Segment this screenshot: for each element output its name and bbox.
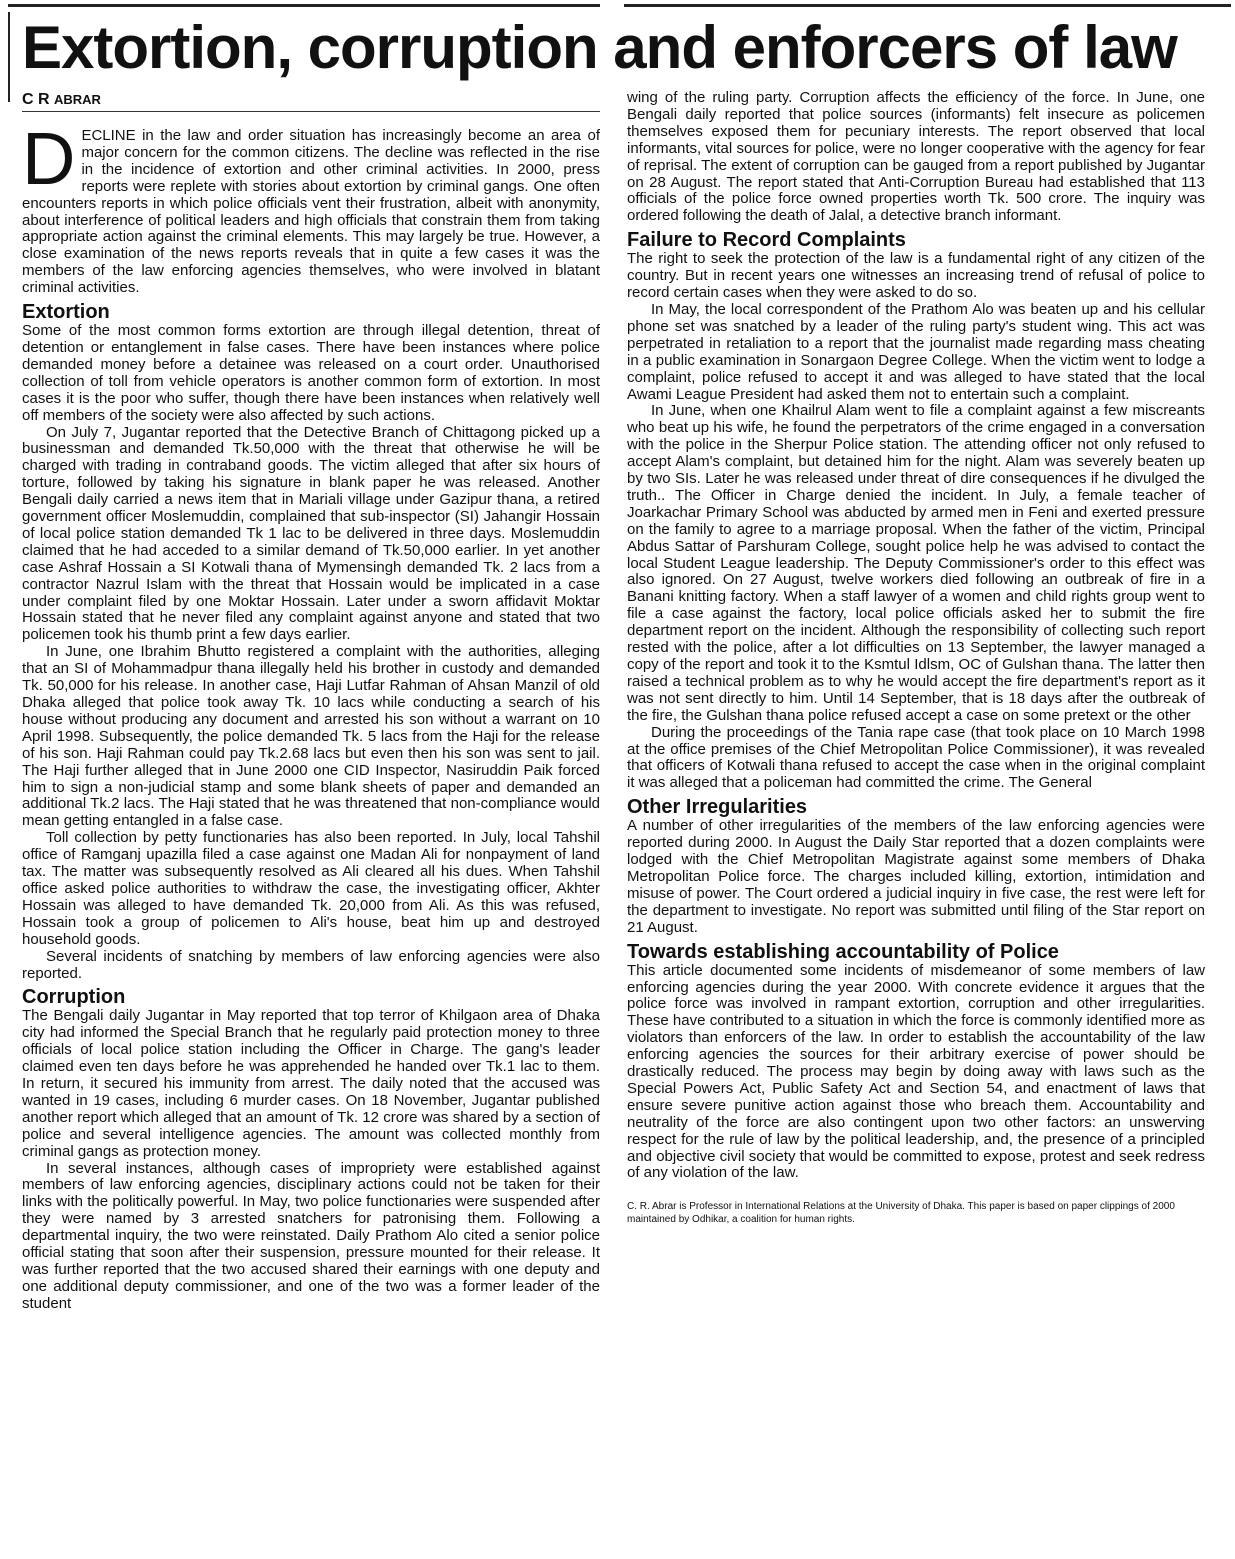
author-byline [22, 90, 600, 112]
corruption-paragraph-2: In several instances, although cases of impropriety were established against members of law enforcing agencies, disciplinary actions could not be taken for their links with the politically powerful. In May, two police functionaries were suspended after they were named by 3 arrested snatchers for patronising them. Following a departmental inquiry, the two were reinstated. Daily Prathom Alo cited a senior police official stating that soon after their suspension, pressure mounted for their release. It was further reported that the two accused shared their earnings with one deputy and one additional deputy commissioner, and one of the two was a former leader of the student [22, 1159, 600, 1312]
heading-corruption: Corruption [22, 986, 126, 1009]
top-rule-right [624, 4, 1231, 7]
extortion-paragraph-1: Some of the most common forms extortion are through illegal detention, threat of detention or entanglement in false cases. There have been instances where police demanded money before a detainee was released on a court order. Unauthorised collection of toll from vehicle operators is another common form of extortion. In most cases it is the poor who suffer, though there have been instances when relatively well off members of the society were also affected by such actions. [22, 322, 600, 424]
towards-paragraph-1: This article documented some incidents of misdemeanor of some members of law enforcing agencies during the year 2000. With concrete evidence it argues that the police force was involved in rampant extortion, corruption and other irregularities. These have contributed to a situation in which the force is commonly identified more as violators than enforcers of the law. In order to establish the accountability of the law enforcing agencies the sources for their arbitrary exercise of power should be drastically reduced. The process may begin by doing away with laws such as the Special Powers Act, Public Safety Act and Section 54, and enactment of laws that ensure severe punitive action against those who breach them. Accountability and neutrality of the force are also contingent upon two other factors: an unswerving respect for the rule of law by the political leadership, and, the presence of a principled and objective civil society that would be committed to expose, protest and seek redress of any violation of the law. [627, 961, 1205, 1182]
failure-paragraph-1: The right to seek the protection of the law is a fundamental right of any citizen of the country. But in recent years one witnesses an increasing trend of refusal of police to record certain cases when they were asked to do so. [627, 250, 1205, 302]
intro-paragraph [22, 128, 600, 297]
heading-other-irregularities: Other Irregularities [627, 796, 808, 819]
failure-paragraph-2: In May, the local correspondent of the Prathom Alo was beaten up and his cellular phone set was snatched by a leader of the ruling party's student wing. This act was perpetrated in retaliation to a report that the journalist made regarding mass cheating in a public examination in Sonargaon Degree College. When the victim went to lodge a complaint, police refused to accept it and was alleged to have stated that the local Awami League President had asked them not to entertain such a complaint. [627, 300, 1205, 403]
title-vertical-rule [8, 12, 10, 102]
article-title: Extortion, corruption and enforcers of law [22, 14, 1177, 81]
other-paragraph-1: A number of other irregularities of the members of the law enforcing agencies were reported during 2000. In August the Daily Star reported that a dozen complaints were lodged with the Chief Metropolitan Magistrate against some members of Dhaka Metropolitan Police force. The charges included killing, extortion, intimidation and misuse of power. The Court ordered a judicial inquiry in five case, the rest were left for the department to investigate. No report was submitted until filing of the Star report on 21 August. [627, 817, 1205, 936]
top-rule-left [8, 4, 600, 7]
heading-towards-accountability: Towards establishing accountability of Police [627, 940, 1059, 963]
author-name: ABRAR [54, 92, 101, 107]
author-footnote: C. R. Abrar is Professor in International Relations at the University of Dhaka. This paper is based on paper clippings of 2000 maintained by Odhikar, a coalition for human rights. [627, 1201, 1175, 1226]
corruption-paragraph-3: wing of the ruling party. Corruption affects the efficiency of the force. In June, one Bengali daily reported that police sources (informants) felt insecure as policemen themselves exposed them for pecuniary interests. The report observed that local informants, vital sources for police, were no longer cooperative with the agency for fear of reprisal. The extent of corruption can be gauged from a report published by Jugantar on 28 August. The report stated that Anti-Corruption Bureau had established that 113 officials of the police force owned properties worth Tk. 500 crore. The inquiry was ordered following the death of Jalal, a detective branch informant. [627, 90, 1205, 225]
right-column [627, 90, 1205, 1540]
heading-failure-to-record: Failure to Record Complaints [627, 229, 906, 252]
extortion-paragraph-3: In June, one Ibrahim Bhutto registered a complaint with the authorities, alleging that an SI of Mohammadpur thana illegally held his brother in custody and demanded Tk. 50,000 for his release. In another case, Haji Lutfar Rahman of Ahsan Manzil of old Dhaka alleged that police took away Tk. 10 lacs while conducting a search of his house without producing any document and arrested his son without a warrant on 10 April 1998. Subsequently, the police demanded Tk. 5 lacs from the Haji for the release of his son. Haji Rahman could pay Tk.2.68 lacs but even then his son was sent to jail. The Haji further alleged that in June 2000 one CID Inspector, Nasiruddin Paik forced him to sign a non-judicial stamp and some blank sheets of paper and demanded an additional Tk.2 lacs. The Haji stated that he was threatened that non-compliance would mean getting entangled in a false case. [22, 643, 600, 830]
corruption-paragraph-1: The Bengali daily Jugantar in May reported that top terror of Khilgaon area of Dhaka city had informed the Special Branch that he regularly paid protection money to three officials of local police station including the Officer in Charge. The gang's leader claimed even ten days before he was apprehended he handed over Tk.1 lac to them. In return, it secured his immunity from arrest. The daily noted that the accused was wanted in 19 cases, including 6 murder cases. On 18 November, Jugantar published another report which alleged that an amount of Tk. 12 crore was shared by a section of police and several intelligence agencies. The amount was collected monthly from criminal gangs as protection money. [22, 1007, 600, 1160]
author-initials: C R [22, 91, 54, 108]
extortion-paragraph-4: Toll collection by petty functionaries has also been reported. In July, local Tahshil office of Ramganj upazilla filed a case against one Madan Ali for nonpayment of land tax. The matter was subsequently resolved as Ali cleared all his dues. When Tahshil office asked police authorities to withdraw the case, the investigating officer, Akhter Hossain was alleged to have demanded Tk. 20,000 from Ali. As this was refused, Hossain took a group of policemen to Ali's house, beat him up and destroyed household goods. [22, 829, 600, 948]
extortion-paragraph-2: On July 7, Jugantar reported that the Detective Branch of Chittagong picked up a businessman and demanded Tk.50,000 with the threat that otherwise he will be charged with trading in contraband goods. The victim alleged that after six hours of torture, followed by taking his signature in blank paper he was released. Another Bengali daily carried a news item that in Mariali village under Gazipur thana, a retired government officer Moslemuddin, complained that sub-inspector (SI) Jahangir Hossain of local police station demanded Tk 1 lac to be delivered in three days. Moslemuddin claimed that he had acceded to a similar demand of Tk.50,000 earlier. In yet another case Ashraf Hossain a SI Kotwali thana of Mymensingh demanded Tk. 2 lacs from a contractor Nazrul Islam with the threat that Hossain would be implicated in a case under complaint filed by one Moktar Hossain. Later under a sworn affidavit Moktar Hossain stated that he never filed any complaint against anyone and stated that two policemen took his thumb print a few days earlier. [22, 423, 600, 644]
extortion-paragraph-5: Several incidents of snatching by members of law enforcing agencies were also reported. [22, 947, 600, 982]
left-column [22, 128, 600, 1552]
drop-cap: D [22, 128, 76, 200]
failure-paragraph-4: During the proceedings of the Tania rape case (that took place on 10 March 1998 at the office premises of the Chief Metropolitan Police Commissioner), it was revealed that officers of Kotwali thana refused to accept the case when in the original complaint it was alleged that a policeman had committed the crime. The General [627, 723, 1205, 792]
intro-text: ECLINE in the law and order situation has increasingly become an area of major concern for the common citizens. The decline was reflected in the rise in the incidence of extortion and other criminal activities. In 2000, press reports were replete with stories about extortion by criminal gangs. One often encounters reports in which police officials vent their frustration, albeit with anonymity, about interference of political leaders and high officials that constrain them from taking appropriate action against the criminal elements. This may largely be true. However, a close examination of the news reports reveals that in quite a few cases it was the members of the law enforcing agencies themselves, who were involved in blatant criminal activities. [22, 128, 600, 297]
heading-extortion: Extortion [22, 301, 110, 324]
failure-paragraph-3: In June, when one Khailrul Alam went to file a complaint against a few miscreants who beat up his wife, he found the perpetrators of the crime engaged in a conversation with the police in the Sherpur Police station. The attending officer not only refused to accept Alam's complaint, but detained him for the night. Alam was severely beaten up by two SIs. Later he was released under threat of dire consequences if he divulged the truth.. The Officer in Charge denied the incident. In July, a female teacher of Joarkachar Primary School was abducted by armed men in Feni and exerted pressure on the family to agree to a marriage proposal. When the father of the victim, Principal Abdus Sattar of Parshuram College, sought police help he was advised to contact the local Student League leadership. The Deputy Commissioner's order to this effect was also ignored. On 27 August, twelve workers died following an outbreak of fire in a Banani knitting factory. When a staff lawyer of a women and child rights group went to file a case against the factory, local police officials asked her to submit the fire department report on the incident. Although the responsibility of collecting such report rested with the police, after a lot difficulties on 13 September, the lawyer managed a copy of the report and took it to the Ksmtul Idlsm, OC of Gulshan thana. The latter then raised a technical problem as to why he would accept the fire department's report as it was not sent directly to him. Until 14 September, that is 18 days after the outbreak of the fire, the Gulshan thana police refused accept a case on some pretext or the other [627, 402, 1205, 724]
